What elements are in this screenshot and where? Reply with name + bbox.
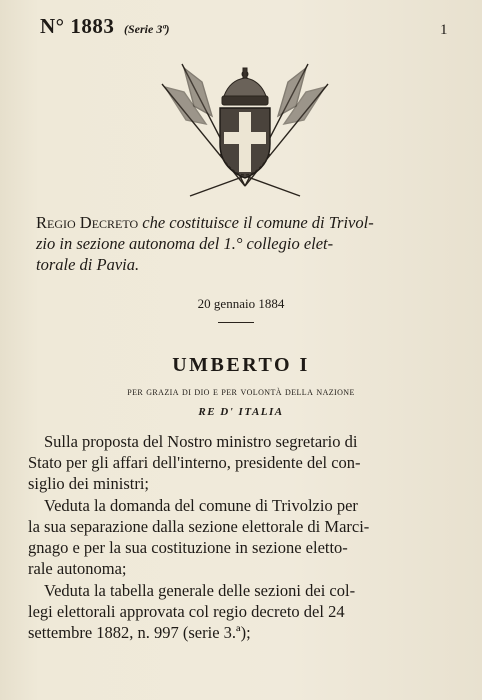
- body-line: settembre 1882, n. 997 (serie 3.ª);: [28, 623, 251, 642]
- body-line: rale autonoma;: [28, 559, 127, 578]
- king-name: UMBERTO I: [172, 354, 310, 376]
- body-line: gnago e per la sua costituzione in sezione eletto-: [28, 538, 348, 557]
- king-title: RE D' ITALIA: [198, 406, 284, 418]
- divider: [218, 322, 254, 323]
- body-line: legi elettorali approvata col regio decreto del 24: [28, 602, 345, 621]
- page-number: 1: [440, 22, 448, 38]
- body-line: la sua separazione dalla sezione elettorale di Marci-: [28, 517, 370, 536]
- body-line: Stato per gli affari dell'interno, presidente del con-: [28, 453, 361, 472]
- body-line: siglio dei ministri;: [28, 474, 150, 493]
- savoy-coat-of-arms-with-flags-icon: [150, 56, 340, 206]
- body-line: Sulla proposta del Nostro ministro segretario di: [44, 432, 358, 451]
- decree-date: 20 gennaio 1884: [197, 296, 285, 311]
- body-line: Veduta la tabella generale delle sezioni dei col-: [44, 581, 356, 600]
- grace-formula: per grazia di dio e per volontà della nazione: [127, 386, 355, 398]
- decree-title: [36, 212, 456, 275]
- series-label: (Serie 3ª): [124, 22, 170, 36]
- decree-title-text-3: torale di Pavia.: [36, 255, 140, 274]
- decree-title-text-1: che costituisce il comune di Trivol-: [142, 213, 374, 232]
- decree-title-label: Regio Decreto: [36, 213, 139, 232]
- decree-title-text-2: zio in sezione autonoma del 1.° collegio elet-: [36, 234, 334, 253]
- decree-number: N° 1883: [40, 14, 115, 38]
- body-line: Veduta la domanda del comune di Trivolzio per: [44, 496, 358, 515]
